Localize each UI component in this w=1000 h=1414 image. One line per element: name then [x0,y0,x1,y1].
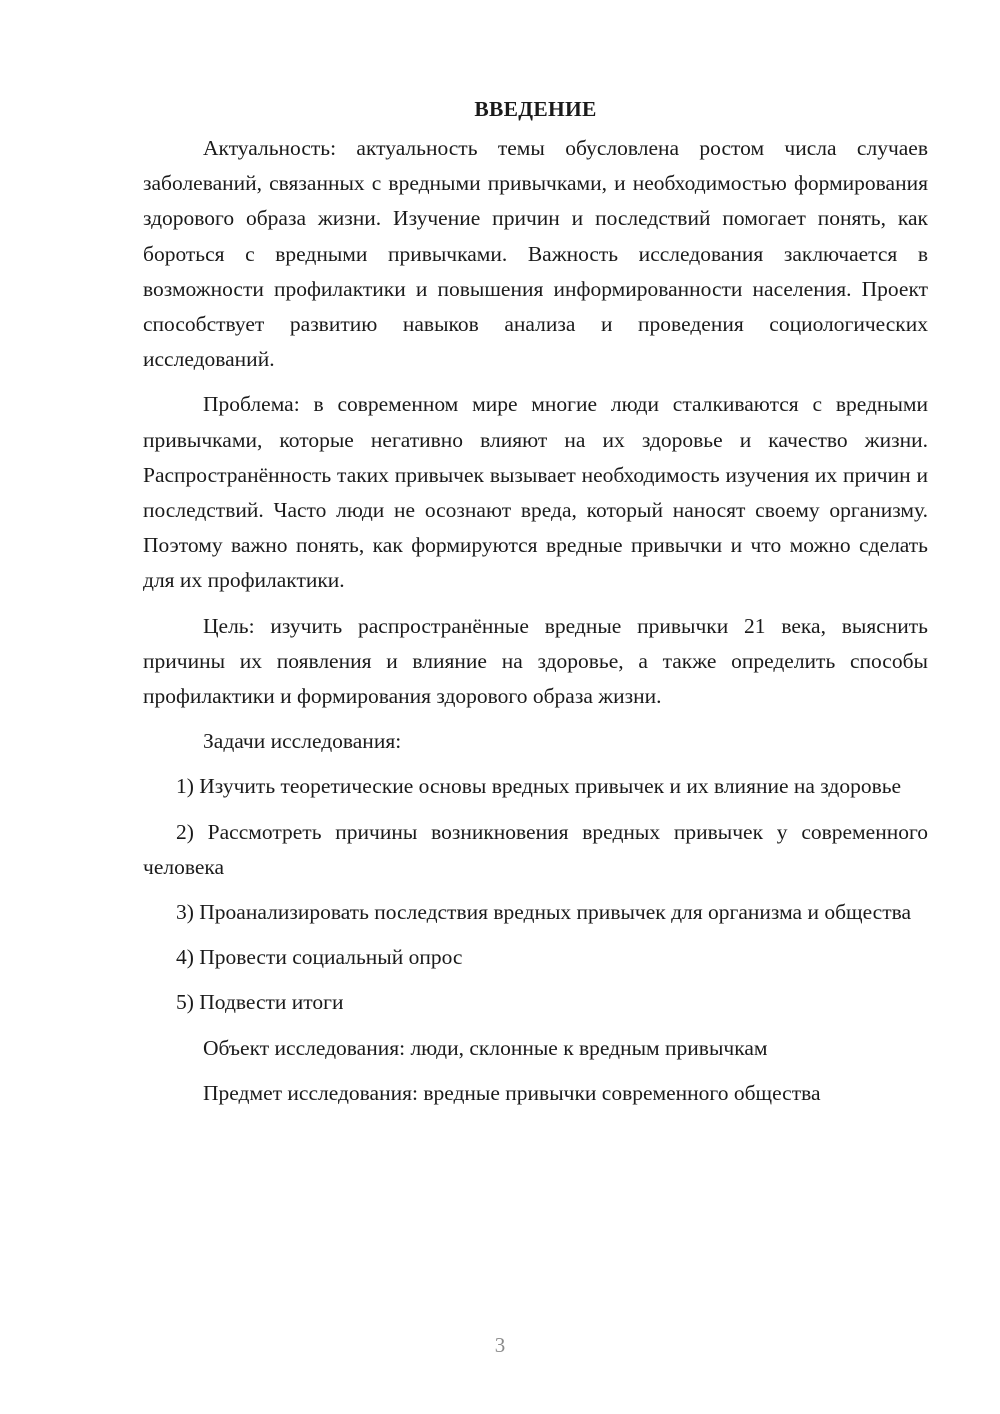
problem-paragraph: Проблема: в современном мире многие люди сталкиваются с вредными привычками, которые негативно влияют на их здоровье и качество жизни. Распространённость таких привычек вызывает необходимость изучения их причин и последствий. Часто люди не осознают вреда, который наносят своему организму. Поэтому важно понять, как формируются вредные привычки и что можно сделать для их профилактики. [143,392,928,593]
relevance-paragraph: Актуальность: актуальность темы обусловлена ростом числа случаев заболеваний, связанных с вредными привычками, и необходимостью формирования здорового образа жизни. Изучение причин и последствий помогает понять, как бороться с вредными привычками. Важность исследования заключается в возможности профилактики и повышения информированности населения. Проект способствует развитию навыков анализа и проведения социологических исследований. [143,136,928,372]
tasks-heading: Задачи исследования: [203,729,402,754]
task-item: 1) Изучить теоретические основы вредных привычек и их влияние на здоровье [176,774,902,799]
section-heading: ВВЕДЕНИЕ [474,97,597,121]
goal-paragraph: Цель: изучить распространённые вредные привычки 21 века, выяснить причины их появления и влияние на здоровье, а также определить способы профилактики и формирования здорового образа жизни. [143,613,928,709]
research-subject: Предмет исследования: вредные привычки современного общества [203,1080,821,1105]
task-item: 3) Проанализировать последствия вредных привычек для организма и общества [176,900,912,925]
research-object: Объект исследования: люди, склонные к вредным привычкам [203,1035,768,1060]
page-number: 3 [494,1333,506,1357]
task-item: 4) Провести социальный опрос [176,945,463,970]
document-page [143,92,928,1121]
task-item: 2) Рассмотреть причины возникновения вредных привычек у современного человека [143,819,928,879]
task-item: 5) Подвести итоги [176,990,344,1015]
